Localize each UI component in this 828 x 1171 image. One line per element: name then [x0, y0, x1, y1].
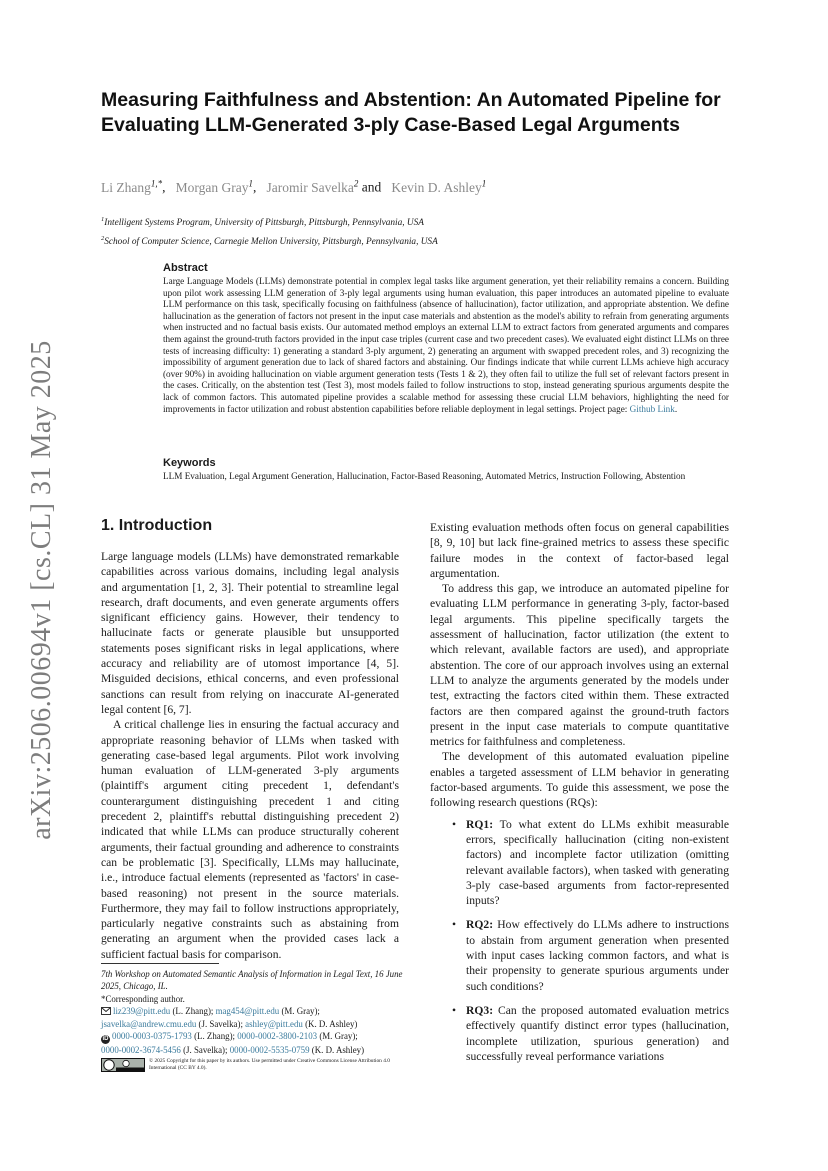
intro-paragraph-5: The development of this automated evaluation pipeline enables a targeted assessment of LLM behavior in generating factor-based arguments. To guide this assessment, we pose the following research questions (RQs):: [430, 750, 729, 810]
bullet-icon: •: [452, 1003, 457, 1017]
keywords-section: [163, 457, 729, 483]
abstract-heading: Abstract: [163, 262, 208, 274]
research-questions-list: [430, 817, 729, 1064]
orcid-link[interactable]: 0000-0003-0375-1793: [112, 1031, 192, 1042]
orcid-icon: iD: [102, 1036, 109, 1043]
author-list: Li Zhang$^{1,*}$, Morgan Gray$^1$, Jaromir Savelka$^2$ and Kevin D. Ashley$^1$: [101, 178, 487, 195]
intro-paragraph-2: A critical challenge lies in ensuring the factual accuracy and appropriate reasoning behavior of LLMs when tasked with generating case-based legal arguments. Pilot work involving human evaluation of LLM-generated 3-ply arguments (plaintiff's argument citing precedent 1, defendant's counterargument distinguishing precedent 1 and citing precedent 2, plaintiff's rebuttal distinguishing precedent 2) indicated that while LLMs can produce structurally coherent arguments, their factual grounding and adherence to constraints can be problematic [3]. Specifically, LLMs may hallucinate, i.e., introduce factual elements (represented as 'factors' in case-based reasoning) not present in the source materials. Furthermore, they may fail to follow instructions appropriately, particularly negative constraints such as abstaining from generating an argument when the provided cases lack a sufficient factual basis for comparison.: [101, 718, 399, 961]
affiliation-1: $^1$Intelligent Systems Program, University of Pittsburgh, Pittsburgh, Pennsylvania, USA: [101, 216, 424, 229]
author-3[interactable]: Jaromir Savelka$^2$: [266, 178, 359, 195]
cc-by-license-icon[interactable]: [101, 1058, 145, 1072]
intro-paragraph-1: Large language models (LLMs) have demonstrated remarkable capabilities across various domains, including legal analysis and argumentation [1, 2, 3]. Their potential to streamline legal research, draft documents, and even generate arguments offers significant efficiency gains. However, their tendency to hallucinate facts or generate plausible but unsupported statements poses significant risks in legal applications, where accuracy and reliability are of utomost importance [4, 5]. Misguided decisions, ethical concerns, and even professional sanctions can result from relying on inaccurate AI-generated legal content [6, 7].: [101, 550, 399, 716]
email-link[interactable]: liz239@pitt.edu: [113, 1006, 171, 1017]
email-link[interactable]: mag454@pitt.edu: [215, 1006, 280, 1017]
paper-title: Measuring Faithfulness and Abstention: An Automated Pipeline for Evaluating LLM-Generated 3-ply Case-Based Legal Arguments: [101, 89, 721, 136]
author-4[interactable]: Kevin D. Ashley$^1$: [391, 178, 487, 195]
intro-paragraph-4: To address this gap, we introduce an automated pipeline for evaluating LLM performance in generating 3-ply, factor-based legal arguments. This pipeline specifically targets the assessment of hallucination, factor utilization (the extent to which relevant, available factors are used), and appropriate abstention. The core of our approach involves using an external LLM to analyze the arguments generated by the models under test, extracting the factors cited within them. These extracted factors are then compared against the ground-truth factors present in the input case materials to compute quantitative metrics for faithfulness and completeness.: [430, 582, 729, 749]
bullet-icon: •: [452, 918, 457, 932]
orcid-link[interactable]: 0000-0002-3674-5456: [101, 1045, 181, 1056]
arxiv-identifier: arXiv:2506.00694v1 [cs.CL] 31 May 2025: [26, 340, 57, 840]
intro-paragraph-3: Existing evaluation methods often focus on general capabilities [8, 9, 10] but lack fine-grained metrics to assess these specific failure modes in the context of factor-based legal argumentation.: [430, 521, 729, 580]
orcid-link[interactable]: 0000-0002-5535-0759: [229, 1045, 310, 1056]
footnote-divider: [101, 963, 219, 964]
introduction-heading: 1. Introduction: [101, 517, 213, 534]
email-list: liz239@pitt.edu (L. Zhang); mag454@pitt.edu (M. Gray); jsavelka@andrew.cmu.edu (J. Savelka); ashley@pitt.edu (K. D. Ashley): [101, 1006, 358, 1029]
corresponding-note: *Corresponding author.: [101, 993, 185, 1004]
keywords-text: LLM Evaluation, Legal Argument Generation, Hallucination, Factor-Based Reasoning, Automated Metrics, Instruction Following, Abstention: [163, 471, 686, 481]
footnotes: [101, 963, 407, 1072]
research-question: • RQ1: To what extent do LLMs exhibit measurable errors, specifically hallucination (citing non-existent factors) and incomplete factor utilization (omitting relevant available factors), when tasked with generating 3-ply case-based arguments from factor-represented inputs?: [452, 817, 729, 908]
email-link[interactable]: jsavelka@andrew.cmu.edu: [101, 1018, 197, 1029]
bullet-icon: •: [452, 817, 457, 831]
author-2[interactable]: Morgan Gray$^1$: [175, 178, 253, 195]
research-question: • RQ2: How effectively do LLMs adhere to instructions to abstain from argument generation when presented with input cases lacking common factors, and what is their propensity to generate spurious arguments under such conditions?: [452, 918, 729, 993]
abstract-text: Large Language Models (LLMs) demonstrate potential in complex legal tasks like argument generation, yet their reliability remains a concern. Building upon pilot work assessing LLM generation of 3-ply legal arguments using human evaluation, this paper introduces an automated pipeline to evaluate LLM performance on this task, specifically focusing on faithfulness (absence of hallucination), factor utilization, and appropriate abstention. We define hallucination as the generation of factors not present in the input case materials and abstention as the model's ability to refrain from generating arguments when instructed and no factual basis exists. Our automated method employs an external LLM to extract factors from generated arguments and compares them against the ground-truth factors provided in the input case triples (current case and two precedent cases). We evaluated eight distinct LLMs on three tests of increasing difficulty: 1) generating a standard 3-ply argument, 2) generating an argument with swapped precedent roles, and 3) recognizing the impossibility of argument generation due to lack of shared factors and abstaining. Our findings indicate that while current LLMs achieve high accuracy (over 90%) in avoiding hallucination on viable argument generation tests (Tests 1 & 2), they often fail to utilize the full set of relevant factors present in the cases. Critically, on the abstention test (Test 3), most models failed to follow instructions to stop, instead generating spurious arguments despite the lack of common factors. This automated pipeline provides a scalable method for assessing these crucial LLM behaviors, highlighting the need for improvements in factor utilization and robust abstention capabilities before reliable deployment in legal settings. Project page: Github Link.: [163, 276, 729, 414]
license-text: © 2025 Copyright for this paper by its authors. Use permitted under Creative Commons License Attribution 4.0 International (CC BY 4.0).: [149, 1058, 390, 1072]
email-icon: [101, 1007, 111, 1015]
orcid-list: iD 0000-0003-0375-1793 (L. Zhang); 0000-0002-3800-2103 (M. Gray); 0000-0002-3674-5456 (J. Savelka); 0000-0002-5535-0759 (K. D. Ashley): [101, 1031, 365, 1056]
email-link[interactable]: ashley@pitt.edu: [245, 1018, 303, 1029]
orcid-link[interactable]: 0000-0002-3800-2103: [237, 1031, 318, 1042]
github-link[interactable]: Github Link: [629, 403, 675, 414]
author-1[interactable]: Li Zhang$^{1,*}$: [101, 178, 163, 195]
keywords-heading: Keywords: [163, 457, 216, 469]
arxiv-sidebar: [14, 0, 70, 1171]
research-question: • RQ3: Can the proposed automated evaluation metrics effectively quantify distinct error types (hallucination, incomplete utilization, spurious generation) and successfully reveal performance variations: [452, 1003, 729, 1063]
abstract-section: [163, 262, 729, 415]
right-column: [430, 520, 729, 1073]
left-column: [101, 517, 399, 962]
affiliations: [101, 212, 438, 250]
workshop-note: 7th Workshop on Automated Semantic Analysis of Information in Legal Text, 16 June 2025, Chicago, IL.: [101, 969, 403, 992]
license-row: [101, 1058, 407, 1072]
affiliation-2: $^2$School of Computer Science, Carnegie Mellon University, Pittsburgh, Pennsylvania, USA: [101, 235, 438, 248]
